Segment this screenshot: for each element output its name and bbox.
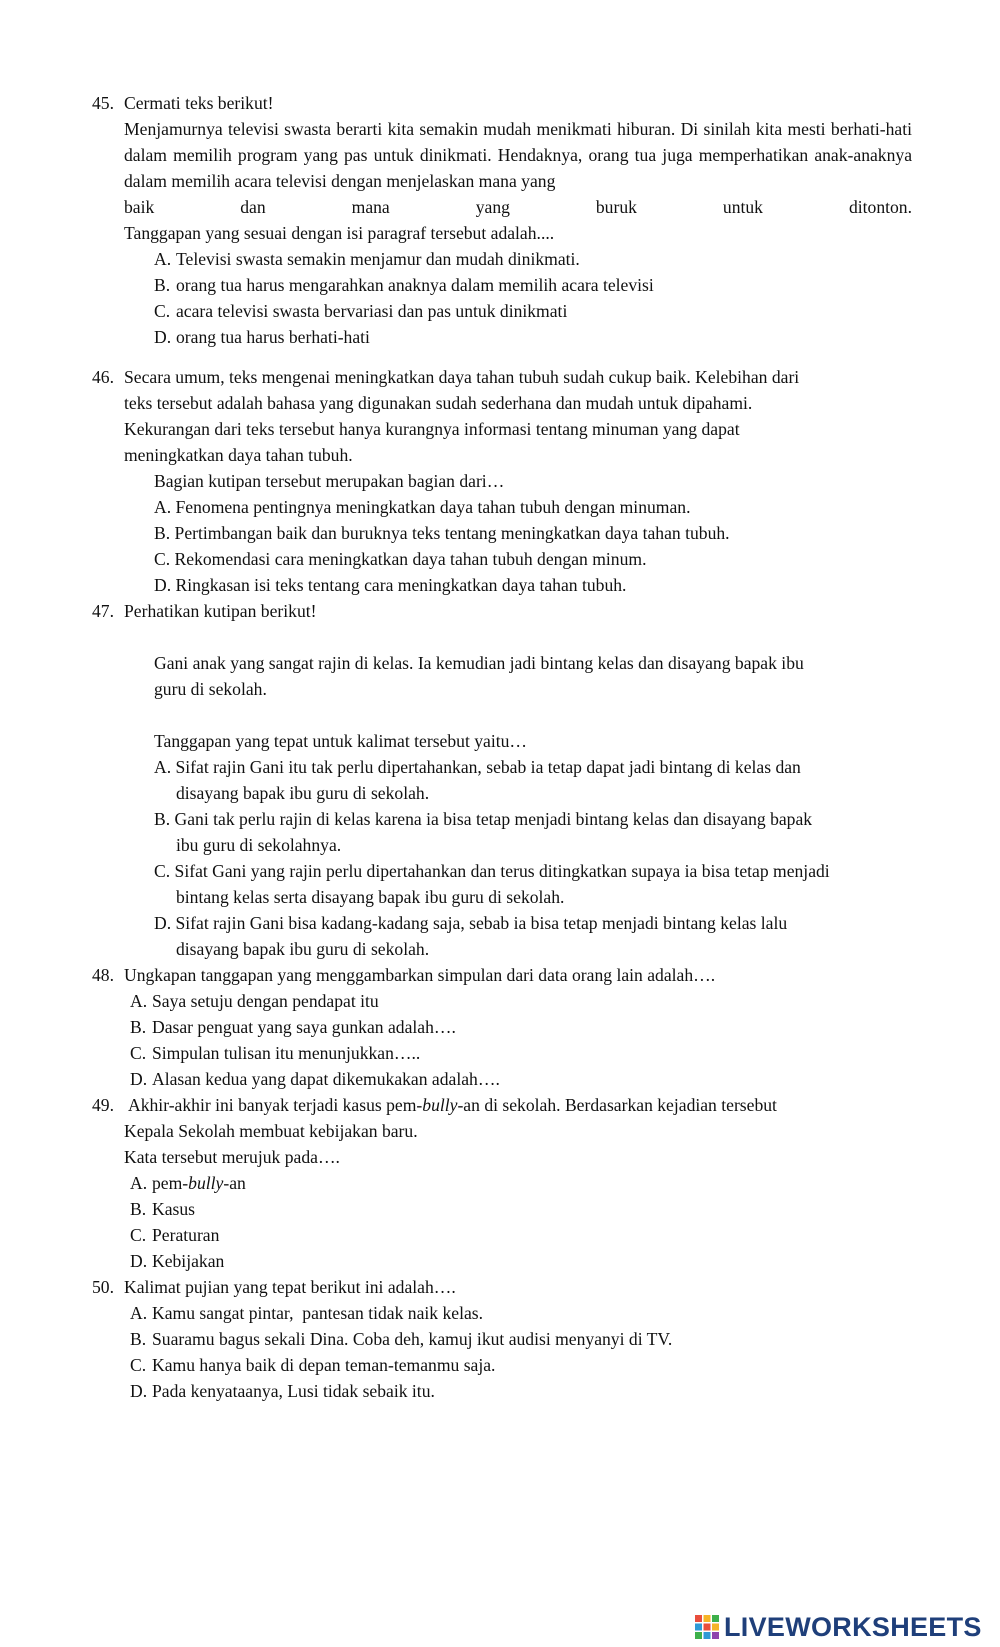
option-text-cont: bintang kelas serta disayang bapak ibu guru di sekolah. xyxy=(176,887,565,907)
option-text: Dasar penguat yang saya gunkan adalah…. xyxy=(152,1017,456,1037)
option-letter: D. xyxy=(130,1251,148,1271)
question-47 xyxy=(92,598,912,962)
option-text: Suaramu bagus sekali Dina. Coba deh, kamuj ikut audisi menyanyi di TV. xyxy=(152,1329,673,1349)
option-text-cont: disayang bapak ibu guru di sekolah. xyxy=(176,783,430,803)
option-a[interactable] xyxy=(154,246,912,272)
reading-paragraph: Menjamurnya televisi swasta berarti kita semakin mudah menikmati hiburan. Di sinilah kita mesti berhati-hati dalam memilih program yang pas untuk dinikmati. Hendaknya, orang tua juga memperhatikan anak-anaknya dalam memilih acara televisi dengan menjelaskan mana yang xyxy=(124,119,912,191)
option-text: A. Sifat rajin Gani itu tak perlu dipertahankan, sebab ia tetap dapat jadi bintang di kelas dan xyxy=(154,757,801,777)
option-c[interactable] xyxy=(130,1222,912,1248)
text-segment: -an di sekolah. Berdasarkan kejadian tersebut xyxy=(457,1095,777,1115)
option-text: D. Sifat rajin Gani bisa kadang-kadang saja, sebab ia bisa tetap menjadi bintang kelas lalu xyxy=(154,913,788,933)
italic-term: bully xyxy=(422,1095,458,1115)
option-text: C. Sifat Gani yang rajin perlu dipertahankan dan terus ditingkatkan supaya ia bisa tetap menjadi xyxy=(154,861,830,881)
option-letter: B. xyxy=(130,1329,147,1349)
option-letter: B. xyxy=(154,275,171,295)
option-d[interactable] xyxy=(154,324,912,350)
option-letter: C. xyxy=(130,1355,147,1375)
option-text: orang tua harus berhati-hati xyxy=(176,327,370,347)
question-intro: Perhatikan kutipan berikut! xyxy=(124,601,317,621)
option-text-cont: disayang bapak ibu guru di sekolah. xyxy=(176,939,430,959)
option-text: Simpulan tulisan itu menunjukkan….. xyxy=(152,1043,421,1063)
option-text: Televisi swasta semakin menjamur dan mudah dinikmati. xyxy=(176,249,580,269)
option-a[interactable] xyxy=(130,988,912,1014)
question-intro: Cermati teks berikut! xyxy=(124,93,274,113)
option-letter: D. xyxy=(130,1381,148,1401)
option-letter: A. xyxy=(130,991,148,1011)
option-d[interactable] xyxy=(130,1248,912,1274)
quote-line: Gani anak yang sangat rajin di kelas. Ia kemudian jadi bintang kelas dan disayang bapak ibu xyxy=(154,653,804,673)
option-c[interactable] xyxy=(130,1040,912,1066)
option-c[interactable] xyxy=(154,298,912,324)
reading-paragraph-last-line: baik dan mana yang buruk untuk ditonton. xyxy=(124,197,912,217)
option-c[interactable] xyxy=(130,1352,912,1378)
option-d[interactable] xyxy=(154,910,912,962)
option-b[interactable] xyxy=(130,1326,912,1352)
question-text: Bagian kutipan tersebut merupakan bagian dari… xyxy=(154,471,505,491)
option-a[interactable]: A. Fenomena pentingnya meningkatkan daya tahan tubuh dengan minuman. xyxy=(154,497,691,517)
option-letter: A. xyxy=(130,1303,148,1323)
paragraph-line: Kepala Sekolah membuat kebijakan baru. xyxy=(124,1121,418,1141)
question-text: Ungkapan tanggapan yang menggambarkan simpulan dari data orang lain adalah…. xyxy=(124,965,716,985)
option-text: Kebijakan xyxy=(152,1251,225,1271)
option-d[interactable]: D. Ringkasan isi teks tentang cara meningkatkan daya tahan tubuh. xyxy=(154,575,627,595)
option-letter: A. xyxy=(130,1173,148,1193)
liveworksheets-logo[interactable] xyxy=(694,1611,982,1643)
option-letter: C. xyxy=(154,301,171,321)
option-b[interactable] xyxy=(154,272,912,298)
italic-term: bully xyxy=(188,1173,224,1193)
question-number: 46. xyxy=(92,367,114,387)
question-text: Tanggapan yang sesuai dengan isi paragraf tersebut adalah.... xyxy=(124,223,555,243)
option-text: Kamu hanya baik di depan teman-temanmu saja. xyxy=(152,1355,496,1375)
logo-text: LIVEWORKSHEETS xyxy=(724,1611,982,1642)
option-text: Kasus xyxy=(152,1199,196,1219)
paragraph-line: meningkatkan daya tahan tubuh. xyxy=(124,445,353,465)
question-number: 45. xyxy=(92,93,114,113)
option-text: Peraturan xyxy=(152,1225,220,1245)
paragraph-line: Kekurangan dari teks tersebut hanya kurangnya informasi tentang minuman yang dapat xyxy=(124,419,740,439)
option-d[interactable] xyxy=(130,1378,912,1404)
option-text: Alasan kedua yang dapat dikemukakan adalah…. xyxy=(152,1069,500,1089)
option-b[interactable] xyxy=(154,806,912,858)
question-number: 48. xyxy=(92,965,114,985)
question-46 xyxy=(92,364,912,598)
option-text: Pada kenyataanya, Lusi tidak sebaik itu. xyxy=(152,1381,435,1401)
option-text-cont: ibu guru di sekolahnya. xyxy=(176,835,342,855)
option-a[interactable] xyxy=(154,754,912,806)
option-letter: C. xyxy=(130,1043,147,1063)
quote-line: guru di sekolah. xyxy=(154,679,267,699)
question-45 xyxy=(92,90,912,350)
option-letter: C. xyxy=(130,1225,147,1245)
question-number: 50. xyxy=(92,1277,114,1297)
option-b[interactable]: B. Pertimbangan baik dan buruknya teks tentang meningkatkan daya tahan tubuh. xyxy=(154,523,730,543)
text-segment: Akhir-akhir ini banyak terjadi kasus pem- xyxy=(128,1095,423,1115)
option-d[interactable] xyxy=(130,1066,912,1092)
option-b[interactable] xyxy=(130,1196,912,1222)
question-text: Tanggapan yang tepat untuk kalimat tersebut yaitu… xyxy=(154,731,528,751)
option-a[interactable] xyxy=(130,1300,912,1326)
question-text: Kalimat pujian yang tepat berikut ini adalah…. xyxy=(124,1277,456,1297)
question-text: Kata tersebut merujuk pada…. xyxy=(124,1147,340,1167)
option-text: Kamu sangat pintar, pantesan tidak naik kelas. xyxy=(152,1303,484,1323)
question-number: 47. xyxy=(92,601,114,621)
liveworksheets-grid-icon xyxy=(694,1614,720,1640)
option-letter: A. xyxy=(154,249,172,269)
option-c[interactable]: C. Rekomendasi cara meningkatkan daya tahan tubuh dengan minum. xyxy=(154,549,647,569)
question-50 xyxy=(92,1274,912,1404)
option-letter: B. xyxy=(130,1017,147,1037)
option-text: B. Gani tak perlu rajin di kelas karena ia bisa tetap menjadi bintang kelas dan disayang bapak xyxy=(154,809,813,829)
paragraph-line: Secara umum, teks mengenai meningkatkan daya tahan tubuh sudah cukup baik. Kelebihan dari xyxy=(124,367,800,387)
question-number: 49. xyxy=(92,1095,114,1115)
paragraph-line: teks tersebut adalah bahasa yang digunakan sudah sederhana dan mudah untuk dipahami. xyxy=(124,393,753,413)
option-letter: D. xyxy=(154,327,172,347)
option-text: acara televisi swasta bervariasi dan pas untuk dinikmati xyxy=(176,301,568,321)
question-49 xyxy=(92,1092,912,1274)
option-text: -an xyxy=(223,1173,246,1193)
option-b[interactable] xyxy=(130,1014,912,1040)
option-letter: B. xyxy=(130,1199,147,1219)
option-text: orang tua harus mengarahkan anaknya dalam memilih acara televisi xyxy=(176,275,654,295)
paragraph-line xyxy=(128,1092,912,1118)
option-c[interactable] xyxy=(154,858,912,910)
question-48 xyxy=(92,962,912,1092)
option-a[interactable] xyxy=(130,1170,912,1196)
option-text: pem- xyxy=(152,1173,189,1193)
option-letter: D. xyxy=(130,1069,148,1089)
option-text: Saya setuju dengan pendapat itu xyxy=(152,991,379,1011)
